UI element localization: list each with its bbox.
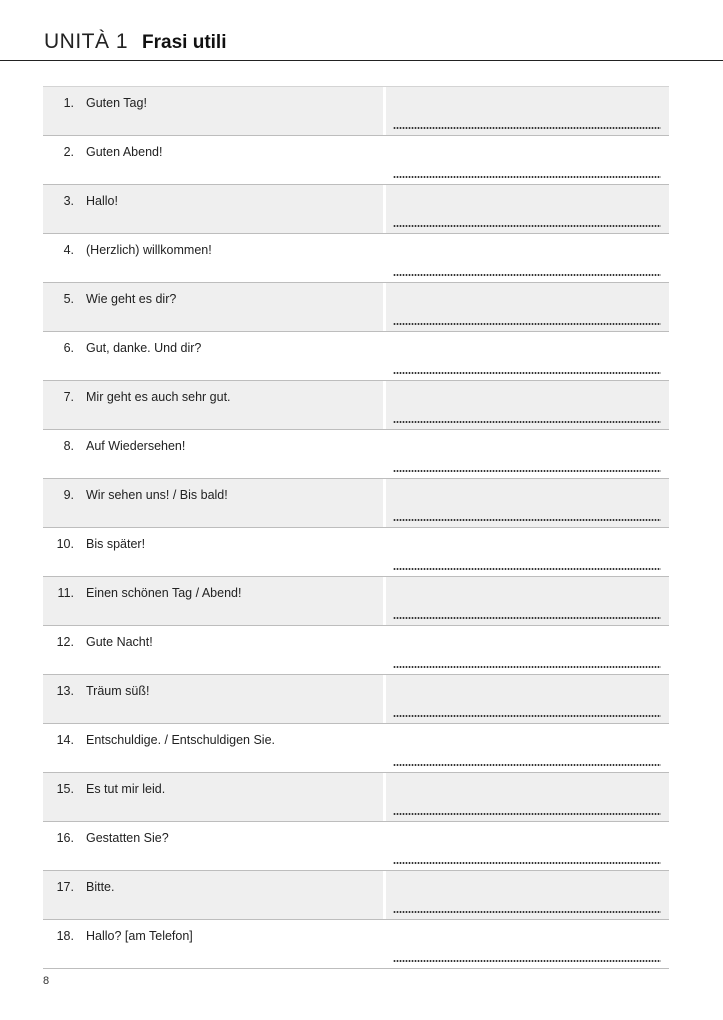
unit-label: UNITÀ 1 [44,30,129,53]
dotted-answer-line [393,225,661,227]
phrase-cell [43,185,383,233]
phrase-number: 13. [56,684,74,698]
phrase-number: 18. [56,929,74,943]
phrase-cell [43,920,383,968]
translation-field[interactable] [386,675,669,723]
dotted-answer-line [393,911,661,913]
phrase-row [43,283,669,332]
dotted-answer-line [393,960,661,962]
phrase-text: Mir geht es auch sehr gut. [86,390,231,404]
phrase-text: Guten Tag! [86,96,147,110]
phrase-row [43,577,669,626]
phrase-cell [43,871,383,919]
phrase-cell [43,87,383,135]
phrase-number: 3. [63,194,74,208]
translation-field[interactable] [386,332,669,380]
phrase-text: Entschuldige. / Entschuldigen Sie. [86,733,276,747]
dotted-answer-line [393,323,661,325]
phrase-row [43,234,669,283]
phrase-cell [43,381,383,429]
phrase-cell [43,626,383,674]
translation-field[interactable] [386,822,669,870]
phrase-row [43,136,669,185]
phrase-number: 10. [56,537,74,551]
phrase-table [43,86,669,969]
dotted-answer-line [393,372,661,374]
dotted-answer-line [393,470,661,472]
phrase-number: 12. [56,635,74,649]
phrase-text: (Herzlich) willkommen! [86,243,212,257]
translation-field[interactable] [386,87,669,135]
phrase-text: Einen schönen Tag / Abend! [86,586,242,600]
translation-field[interactable] [386,430,669,478]
phrase-number: 11. [57,586,74,600]
phrase-row [43,822,669,871]
phrase-number: 1. [63,96,74,110]
phrase-number: 15. [56,782,74,796]
phrase-cell [43,724,383,772]
phrase-row [43,675,669,724]
phrase-cell [43,136,383,184]
dotted-answer-line [393,666,661,668]
dotted-answer-line [393,274,661,276]
phrase-number: 2. [63,145,74,159]
phrase-row [43,381,669,430]
phrase-text: Guten Abend! [86,145,163,159]
phrase-row [43,430,669,479]
phrase-cell [43,528,383,576]
translation-field[interactable] [386,577,669,625]
page-header [44,30,226,54]
phrase-cell [43,430,383,478]
dotted-answer-line [393,176,661,178]
dotted-answer-line [393,715,661,717]
phrase-number: 8. [63,439,74,453]
translation-field[interactable] [386,234,669,282]
phrase-cell [43,332,383,380]
phrase-number: 17. [56,880,74,894]
translation-field[interactable] [386,920,669,968]
translation-field[interactable] [386,626,669,674]
phrase-row [43,479,669,528]
phrase-cell [43,283,383,331]
phrase-text: Wie geht es dir? [86,292,177,306]
translation-field[interactable] [386,283,669,331]
dotted-answer-line [393,862,661,864]
phrase-text: Gut, danke. Und dir? [86,341,202,355]
phrase-row [43,773,669,822]
phrase-cell [43,479,383,527]
page-title: Frasi utili [142,32,227,53]
phrase-text: Es tut mir leid. [86,782,166,796]
phrase-cell [43,773,383,821]
translation-field[interactable] [386,136,669,184]
phrase-number: 7. [63,390,74,404]
header-divider [0,60,723,61]
translation-field[interactable] [386,724,669,772]
phrase-cell [43,822,383,870]
phrase-number: 5. [63,292,74,306]
phrase-row [43,920,669,969]
dotted-answer-line [393,764,661,766]
phrase-row [43,332,669,381]
phrase-row [43,626,669,675]
translation-field[interactable] [386,479,669,527]
phrase-number: 4. [63,243,74,257]
dotted-answer-line [393,519,661,521]
phrase-cell [43,577,383,625]
phrase-cell [43,234,383,282]
phrase-text: Bis später! [86,537,146,551]
phrase-text: Bitte. [86,880,115,894]
phrase-cell [43,675,383,723]
phrase-row [43,724,669,773]
phrase-text: Auf Wiedersehen! [86,439,186,453]
phrase-number: 16. [56,831,74,845]
page-number: 8 [43,975,50,987]
phrase-row [43,185,669,234]
phrase-row [43,87,669,136]
phrase-text: Wir sehen uns! / Bis bald! [86,488,228,502]
translation-field[interactable] [386,528,669,576]
phrase-text: Hallo? [am Telefon] [86,929,193,943]
phrase-number: 14. [56,733,74,747]
phrase-number: 9. [63,488,74,502]
translation-field[interactable] [386,185,669,233]
phrase-row [43,528,669,577]
dotted-answer-line [393,617,661,619]
translation-field[interactable] [386,773,669,821]
dotted-answer-line [393,127,661,129]
phrase-text: Hallo! [86,194,118,208]
dotted-answer-line [393,568,661,570]
phrase-text: Träum süß! [86,684,150,698]
phrase-row [43,871,669,920]
phrase-text: Gestatten Sie? [86,831,169,845]
phrase-number: 6. [63,341,74,355]
dotted-answer-line [393,421,661,423]
translation-field[interactable] [386,871,669,919]
translation-field[interactable] [386,381,669,429]
phrase-text: Gute Nacht! [86,635,153,649]
dotted-answer-line [393,813,661,815]
